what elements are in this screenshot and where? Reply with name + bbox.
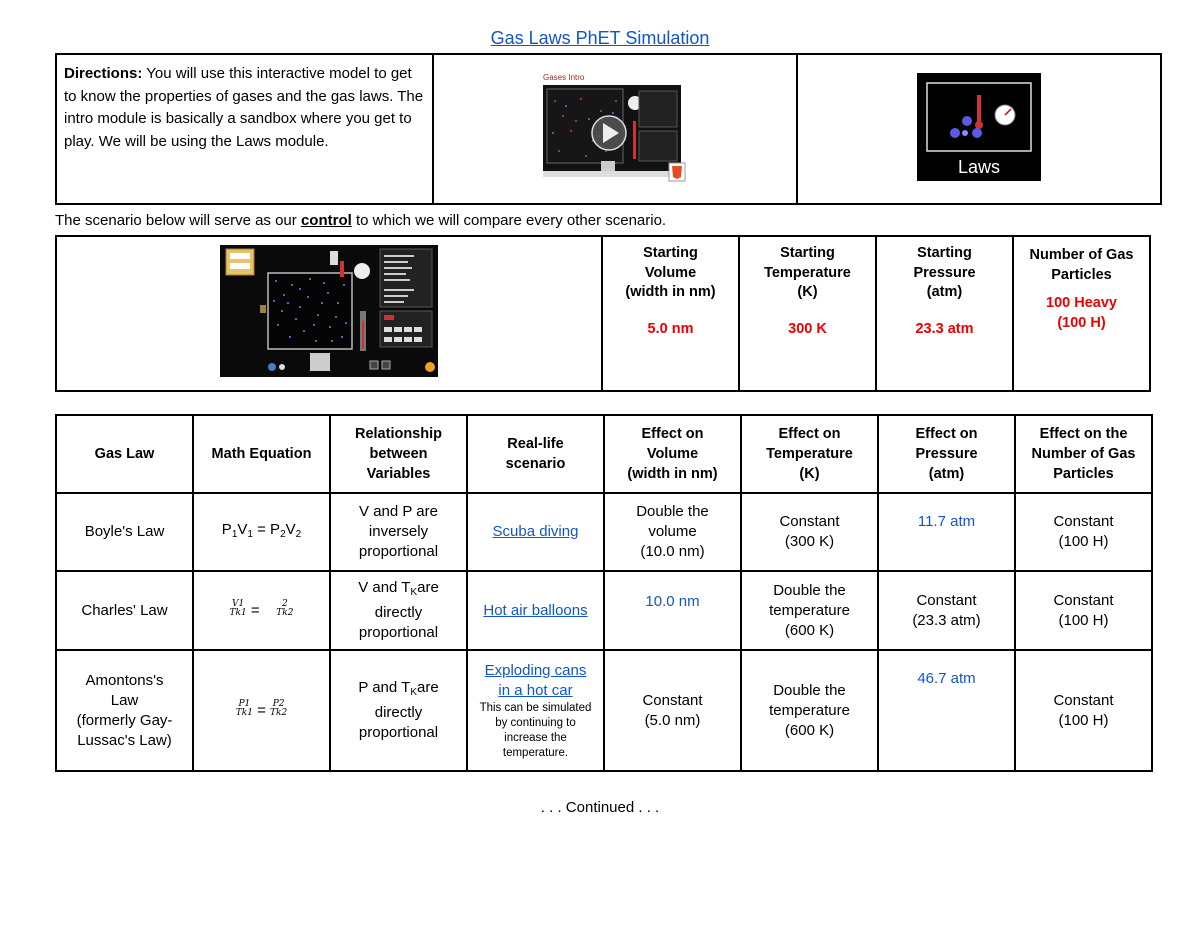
law-name-cell: Boyle's Law (56, 493, 193, 571)
relationship-cell: V and $T_Kare$ directly proportional (330, 571, 467, 650)
continued-note: . . . Continued . . . (540, 799, 660, 816)
law-name-cell: Charles' Law (56, 571, 193, 650)
intro-thumb-cell (433, 54, 797, 204)
amontons-equation: P1 Tk1 = P2 Tk2 (235, 699, 288, 719)
relationship-cell: V and P are inversely proportional (330, 493, 467, 571)
relationship-cell: P and $T_Kare$ directly proportional (330, 650, 467, 771)
boyles-equation: $P_1V_1 = P_2V_2$ (221, 520, 302, 540)
temperature-effect-cell: Double the temperature (600 K) (741, 571, 878, 650)
control-intro-sentence (55, 212, 666, 229)
math-equation-cell (193, 571, 330, 650)
directions-label: Directions: (64, 65, 143, 82)
directions-table (55, 53, 1162, 205)
pressure-effect-cell: 46.7 atm (878, 650, 1015, 771)
control-sentence-bold: control (300, 212, 352, 229)
particles-cell (1013, 236, 1150, 391)
starting-temperature-cell (739, 236, 876, 391)
control-screenshot-cell (56, 236, 602, 391)
starting-pressure-header: Starting Pressure (atm) (913, 245, 976, 300)
scenario-cell (467, 571, 604, 650)
charles-equation: V1 Tk1 = 2 Tk2 (229, 599, 294, 619)
col-header-effect-volume: Effect on Volume (width in nm) (604, 415, 741, 493)
table-row (56, 571, 1152, 650)
thermometer-icon (977, 95, 981, 123)
temperature-effect-cell: Double the temperature (600 K) (741, 650, 878, 771)
col-header-relationship: Relationship between Variables (330, 415, 467, 493)
volume-effect-cell: 10.0 nm (604, 571, 741, 650)
table-row (56, 650, 1152, 771)
table-row (56, 493, 1152, 571)
intro-thumb-caption: Gases Intro (543, 72, 585, 82)
col-header-effect-pressure: Effect on Pressure (atm) (878, 415, 1015, 493)
pressure-effect-cell: Constant (23.3 atm) (878, 571, 1015, 650)
page-title[interactable] (0, 28, 1200, 49)
control-sentence-text: to which we will compare every other scenario. (351, 212, 667, 229)
starting-temperature-header: Starting Temperature (K) (764, 245, 851, 300)
starting-temperature-value: 300 K (788, 320, 827, 337)
col-header-gas-law: Gas Law (56, 415, 193, 493)
scenario-link-cans[interactable]: Exploding cans in a hot car (484, 661, 587, 699)
law-name-cell: Amontons's Law (formerly Gay- Lussac's Law) (56, 650, 193, 771)
title-link[interactable]: Gas Laws PhET Simulation (490, 28, 710, 48)
laws-thumb-caption: Laws (957, 156, 1001, 177)
scenario-note: This can be simulated by continuing to increase the temperature. (479, 701, 592, 759)
particles-effect-cell: Constant (100 H) (1015, 493, 1152, 571)
starting-volume-value: 5.0 nm (647, 320, 694, 337)
particles-header: Number of Gas Particles (1029, 247, 1134, 283)
volume-effect-cell: Double the volume (10.0 nm) (604, 493, 741, 571)
scenario-cell (467, 650, 604, 771)
col-header-effect-particles: Effect on the Number of Gas Particles (1015, 415, 1152, 493)
control-sentence-text: The scenario below will serve as our (55, 212, 301, 229)
laws-thumb-cell (797, 54, 1161, 204)
starting-pressure-value: 23.3 atm (915, 320, 974, 337)
volume-effect-cell: Constant (5.0 nm) (604, 650, 741, 771)
starting-pressure-cell (876, 236, 1013, 391)
starting-volume-header: Starting Volume (width in nm) (625, 245, 716, 300)
particles-effect-cell: Constant (100 H) (1015, 571, 1152, 650)
laws-module-icon[interactable] (917, 73, 1041, 181)
directions-cell (56, 54, 433, 204)
math-equation-cell (193, 493, 330, 571)
starting-volume-cell (602, 236, 739, 391)
particles-effect-cell: Constant (100 H) (1015, 650, 1152, 771)
math-equation-cell (193, 650, 330, 771)
control-simulation-screenshot (220, 245, 438, 377)
col-header-effect-temperature: Effect on Temperature (K) (741, 415, 878, 493)
intro-video-thumbnail[interactable] (541, 71, 689, 183)
temperature-effect-cell: Constant (300 K) (741, 493, 878, 571)
table-header-row (56, 415, 1152, 493)
gas-laws-table (55, 414, 1153, 772)
scenario-cell (467, 493, 604, 571)
col-header-math-equation: Math Equation (193, 415, 330, 493)
col-header-scenario: Real-life scenario (467, 415, 604, 493)
pressure-effect-cell: 11.7 atm (878, 493, 1015, 571)
control-scenario-table (55, 235, 1151, 392)
scenario-link-scuba[interactable]: Scuba diving (492, 523, 579, 540)
scenario-link-balloons[interactable]: Hot air balloons (483, 601, 588, 619)
directions-text: You will use this interactive model to get to know the properties of gases and the gas laws. The intro module is basically a sandbox where you get to play. We will be using the Laws module. (64, 65, 424, 150)
particles-value: 100 Heavy (100 H) (1046, 295, 1117, 331)
